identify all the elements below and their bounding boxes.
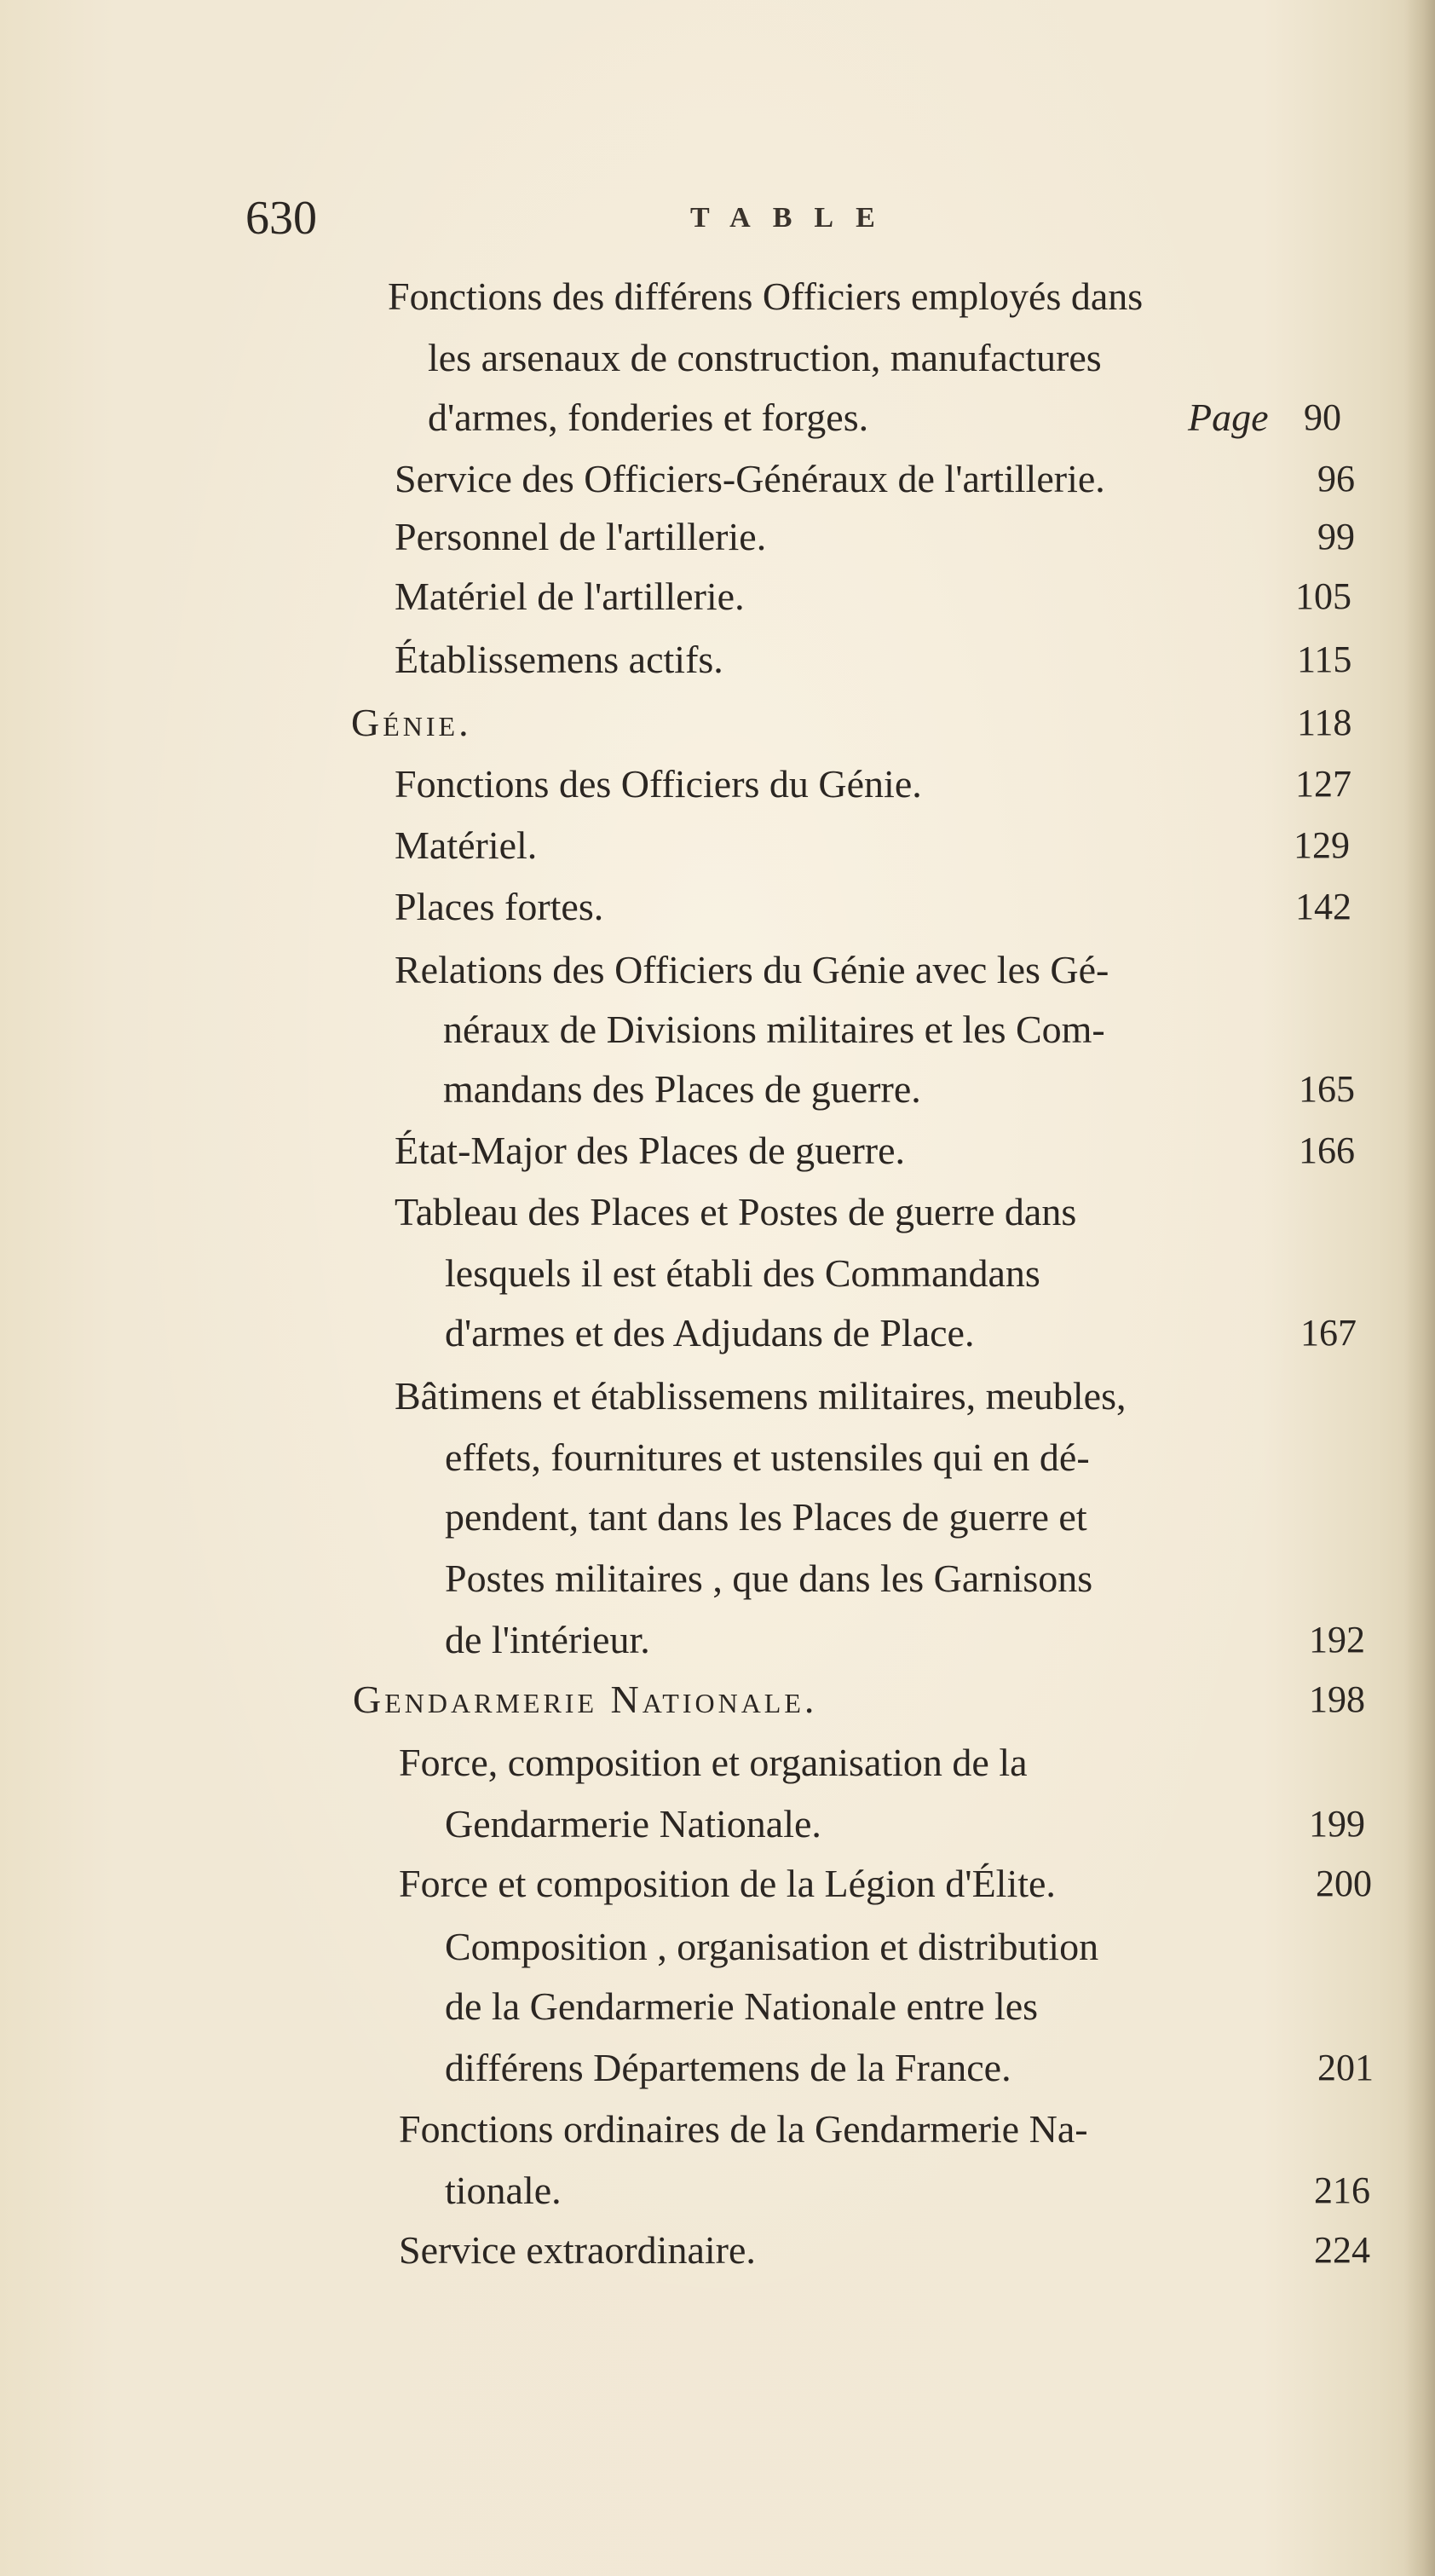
toc-section-heading: Gendarmerie Nationale.: [353, 1678, 818, 1721]
toc-page-number: 90: [1304, 396, 1341, 438]
toc-entry-text: Service des Officiers-Généraux de l'artillerie.: [395, 457, 1105, 500]
toc-entry-text: néraux de Divisions militaires et les Com-: [443, 1008, 1105, 1051]
toc-page-number: 96: [1317, 458, 1355, 500]
toc-entry-text: Composition , organisation et distribution: [445, 1925, 1099, 1968]
toc-entry-text: lesquels il est établi des Commandans: [445, 1251, 1040, 1295]
toc-entry-text: Tableau des Places et Postes de guerre dans: [395, 1190, 1077, 1233]
toc-entry-text: Gendarmerie Nationale.: [445, 1802, 821, 1845]
toc-page-number: 198: [1309, 1678, 1365, 1720]
toc-entry-text: Force, composition et organisation de la: [399, 1741, 1028, 1784]
toc-entry-text: Relations des Officiers du Génie avec les Gé-: [395, 948, 1109, 991]
toc-page-number: 118: [1297, 702, 1352, 743]
toc-entry-text: mandans des Places de guerre.: [443, 1067, 921, 1111]
page-abbrev-label: Page: [1188, 396, 1269, 439]
toc-entry-text: effets, fournitures et ustensiles qui en dé-: [445, 1435, 1090, 1479]
toc-entry-text: Force et composition de la Légion d'Élite.: [399, 1862, 1056, 1905]
toc-entry-text: État-Major des Places de guerre.: [395, 1129, 906, 1172]
toc-entry-text: de la Gendarmerie Nationale entre les: [445, 1984, 1039, 2028]
toc-page-number: 199: [1309, 1803, 1365, 1845]
toc-page-number: 105: [1295, 575, 1351, 617]
toc-entry-text: tionale.: [445, 2169, 562, 2212]
toc-page-number: 192: [1309, 1619, 1365, 1661]
toc-entry-text: différens Départemens de la France.: [445, 2046, 1011, 2089]
toc-entry-text: Places fortes.: [395, 885, 604, 928]
toc-page-number: 129: [1294, 824, 1350, 866]
running-head: TABLE: [690, 202, 897, 234]
toc-entry-text: Matériel.: [395, 823, 538, 867]
toc-page-number: 142: [1295, 886, 1351, 927]
toc-entry-text: Service extraordinaire.: [399, 2228, 756, 2272]
toc-entry-text: de l'intérieur.: [445, 1618, 650, 1661]
toc-entry-text: Matériel de l'artillerie.: [395, 575, 745, 618]
toc-page-number: 99: [1317, 516, 1355, 557]
toc-page-number: 167: [1300, 1312, 1357, 1354]
toc-entry-text: pendent, tant dans les Places de guerre et: [445, 1495, 1087, 1539]
toc-entry-text: Personnel de l'artillerie.: [395, 515, 767, 558]
toc-page-number: 115: [1297, 638, 1352, 680]
toc-entry-text: d'armes et des Adjudans de Place.: [445, 1311, 975, 1354]
toc-entry-text: Postes militaires , que dans les Garnisons: [445, 1557, 1093, 1600]
toc-page-number: 216: [1314, 2169, 1370, 2211]
toc-entry-text: Établissemens actifs.: [395, 638, 723, 681]
toc-entry-text: Fonctions des Officiers du Génie.: [395, 762, 922, 806]
toc-page-number: 165: [1299, 1068, 1355, 1110]
toc-page-number: 127: [1295, 763, 1351, 805]
toc-entry-text: les arsenaux de construction, manufactures: [428, 336, 1102, 379]
page-number: 630: [245, 192, 317, 245]
toc-page-number: 201: [1317, 2047, 1374, 2088]
toc-page-number: 166: [1299, 1129, 1355, 1171]
toc-section-heading: Génie.: [351, 701, 472, 744]
toc-entry-text: Fonctions des différens Officiers employés dans: [388, 274, 1144, 318]
toc-entry-text: Fonctions ordinaires de la Gendarmerie Na-: [399, 2107, 1088, 2151]
toc-page-number: 224: [1314, 2229, 1370, 2271]
toc-page-number: 200: [1316, 1863, 1372, 1904]
page-edge-shadow: [1404, 0, 1435, 2576]
toc-entry-text: d'armes, fonderies et forges.: [428, 396, 869, 439]
toc-entry-text: Bâtimens et établissemens militaires, meubles,: [395, 1374, 1127, 1418]
